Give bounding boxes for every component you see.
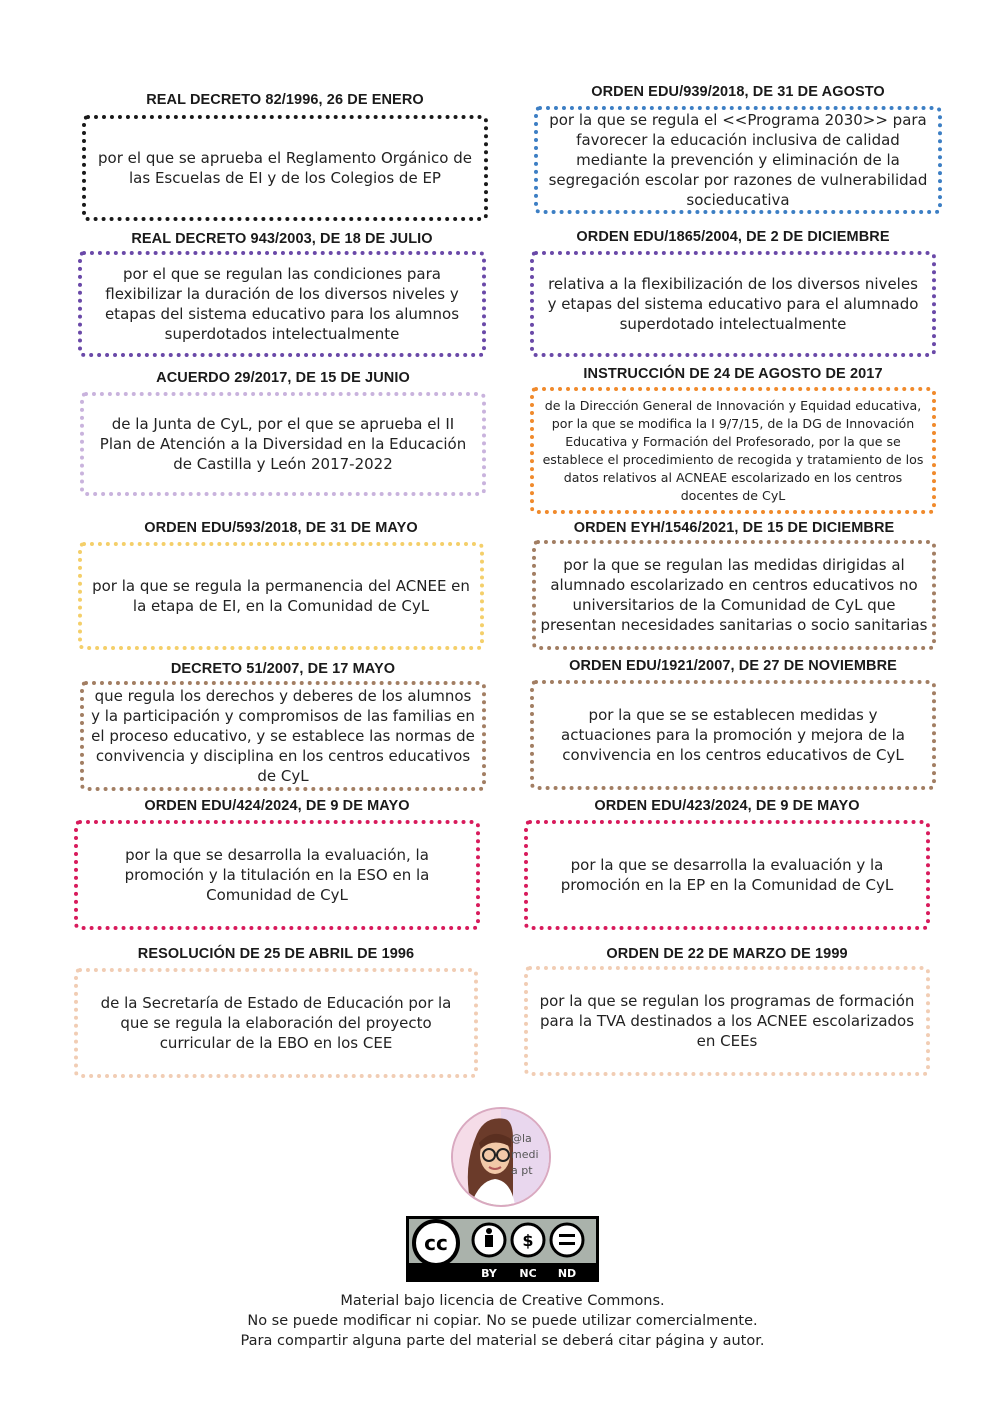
card-box [80, 681, 486, 791]
card-box [524, 820, 930, 930]
card-box [74, 820, 480, 930]
card-text: relativa a la flexibilización de los diversos niveles y etapas del sistema educativo para el alumnado superdotado intelectualmente [547, 275, 919, 333]
card-text: por la que se desarrolla la evaluación, la promoción y la titulación en la ESO en la Comunidad de CyL [124, 846, 430, 904]
license-notice [150, 1291, 855, 1351]
card-box [534, 106, 942, 214]
card-title: ACUERDO 29/2017, DE 15 DE JUNIO [156, 370, 410, 386]
card-text: por la que se regula el <<Programa 2030>> para favorecer la educación inclusiva de calidad mediante la prevención y eliminación de la segregación escolar por razones de vulnerabilidad socieducativa [548, 111, 928, 209]
card-box [80, 392, 486, 496]
card-decreto-51-2007 [80, 661, 486, 791]
card-title: ORDEN EDU/1921/2007, DE 27 DE NOVIEMBRE [569, 658, 897, 674]
card-title: ORDEN EDU/1865/2004, DE 2 DE DICIEMBRE [576, 229, 890, 245]
license-line: No se puede modificar ni copiar. No se puede utilizar comercialmente. [247, 1313, 758, 1329]
card-resolucion-25-abril-1996 [74, 946, 478, 1078]
card-box [530, 251, 936, 357]
card-text: de la Dirección General de Innovación y Equidad educativa, por la que se modifica la I 9/7/15, de la DG de Innovación Educativa y Formación del Profesorado, por la que se establece el procedimiento de recogida y tratamiento de los datos relativos al ACNEAE escolarizado en los centros docentes de CyL [542, 397, 924, 503]
card-title: ORDEN DE 22 DE MARZO DE 1999 [606, 946, 848, 962]
author-avatar [451, 1107, 551, 1207]
card-box [74, 968, 478, 1078]
cc-badge-label-by: BY [481, 1267, 497, 1280]
card-box [530, 680, 936, 790]
card-box [532, 540, 936, 650]
card-box [530, 387, 936, 514]
card-title: ORDEN EDU/593/2018, DE 31 DE MAYO [144, 520, 418, 536]
card-text: de la Junta de CyL, por el que se aprueba el II Plan de Atención a la Diversidad en la Educación de Castilla y León 2017-2022 [99, 415, 467, 473]
card-acuerdo-29-2017 [80, 370, 486, 496]
cc-badge-label-nc: NC [519, 1267, 537, 1280]
card-title: RESOLUCIÓN DE 25 DE ABRIL DE 1996 [137, 946, 415, 962]
card-box [82, 115, 488, 221]
card-orden-edu-1921-2007 [530, 658, 936, 790]
cc-main-label: cc [424, 1231, 448, 1255]
card-title: ORDEN EDU/423/2024, DE 9 DE MAYO [594, 798, 860, 814]
card-orden-22-marzo-1999 [524, 946, 930, 1076]
avatar-handle: @la media pt [511, 1132, 539, 1177]
card-orden-edu-593-2018 [78, 520, 484, 650]
license-line: Para compartir alguna parte del material se deberá citar página y autor. [240, 1333, 765, 1349]
card-orden-edu-424-2024 [74, 798, 480, 930]
card-title: ORDEN EDU/424/2024, DE 9 DE MAYO [144, 798, 410, 814]
cc-badge-label-nd: ND [557, 1267, 577, 1280]
card-text: por la que se desarrolla la evaluación y la promoción en la EP en la Comunidad de CyL [560, 856, 894, 894]
creative-commons-badge [406, 1216, 599, 1282]
license-line: Material bajo licencia de Creative Commons. [340, 1293, 665, 1309]
card-box [78, 542, 484, 650]
card-box [524, 966, 930, 1076]
card-instruccion-24-agosto-2017 [530, 366, 936, 514]
card-orden-edu-1865-2004 [530, 229, 936, 357]
card-text: por la que se regulan los programas de formación para la TVA destinados a los ACNEE escolarizados en CEEs [539, 992, 915, 1050]
card-text: por la que se regulan las medidas dirigidas al alumnado escolarizado en centros educativos no universitarios de la Comunidad de CyL que presentan necesidades sanitarias o socio sanitarias [540, 556, 928, 634]
card-text: por la que se regula la permanencia del ACNEE en la etapa de EI, en la Comunidad de CyL [92, 577, 470, 615]
card-title: ORDEN EYH/1546/2021, DE 15 DE DICIEMBRE [573, 520, 895, 536]
card-title: REAL DECRETO 943/2003, DE 18 DE JULIO [131, 231, 433, 247]
card-orden-edu-423-2024 [524, 798, 930, 930]
card-text: por la que se se establecen medidas y actuaciones para la promoción y mejora de la convivencia en los centros educativos de CyL [561, 706, 905, 764]
card-text: por el que se regulan las condiciones para flexibilizar la duración de los diversos niveles y etapas del sistema educativo para los alumnos superdotados intelectualmente [104, 265, 460, 343]
card-text: de la Secretaría de Estado de Educación por la que se regula la elaboración del proyecto curricular de la EBO en los CEE [100, 994, 452, 1052]
nd-icon [551, 1224, 583, 1256]
card-orden-eyh-1546-2021 [532, 520, 936, 650]
card-title: DECRETO 51/2007, DE 17 MAYO [170, 661, 396, 677]
card-title: ORDEN EDU/939/2018, DE 31 DE AGOSTO [591, 84, 885, 100]
card-real-decreto-943-2003 [78, 231, 486, 357]
card-text: que regula los derechos y deberes de los alumnos y la participación y compromisos de las familias en el proceso educativo, y se establece las normas de convivencia y disciplina en los centros educativos de CyL [91, 687, 475, 785]
card-title: REAL DECRETO 82/1996, 26 DE ENERO [146, 92, 424, 108]
card-real-decreto-82-1996 [82, 92, 488, 222]
card-text: por el que se aprueba el Reglamento Orgánico de las Escuelas de EI y de los Colegios de EP [98, 149, 472, 187]
card-orden-edu-939-2018 [534, 84, 942, 214]
card-box [78, 251, 486, 357]
svg-text:$: $ [522, 1231, 534, 1250]
card-title: INSTRUCCIÓN DE 24 DE AGOSTO DE 2017 [583, 366, 883, 382]
